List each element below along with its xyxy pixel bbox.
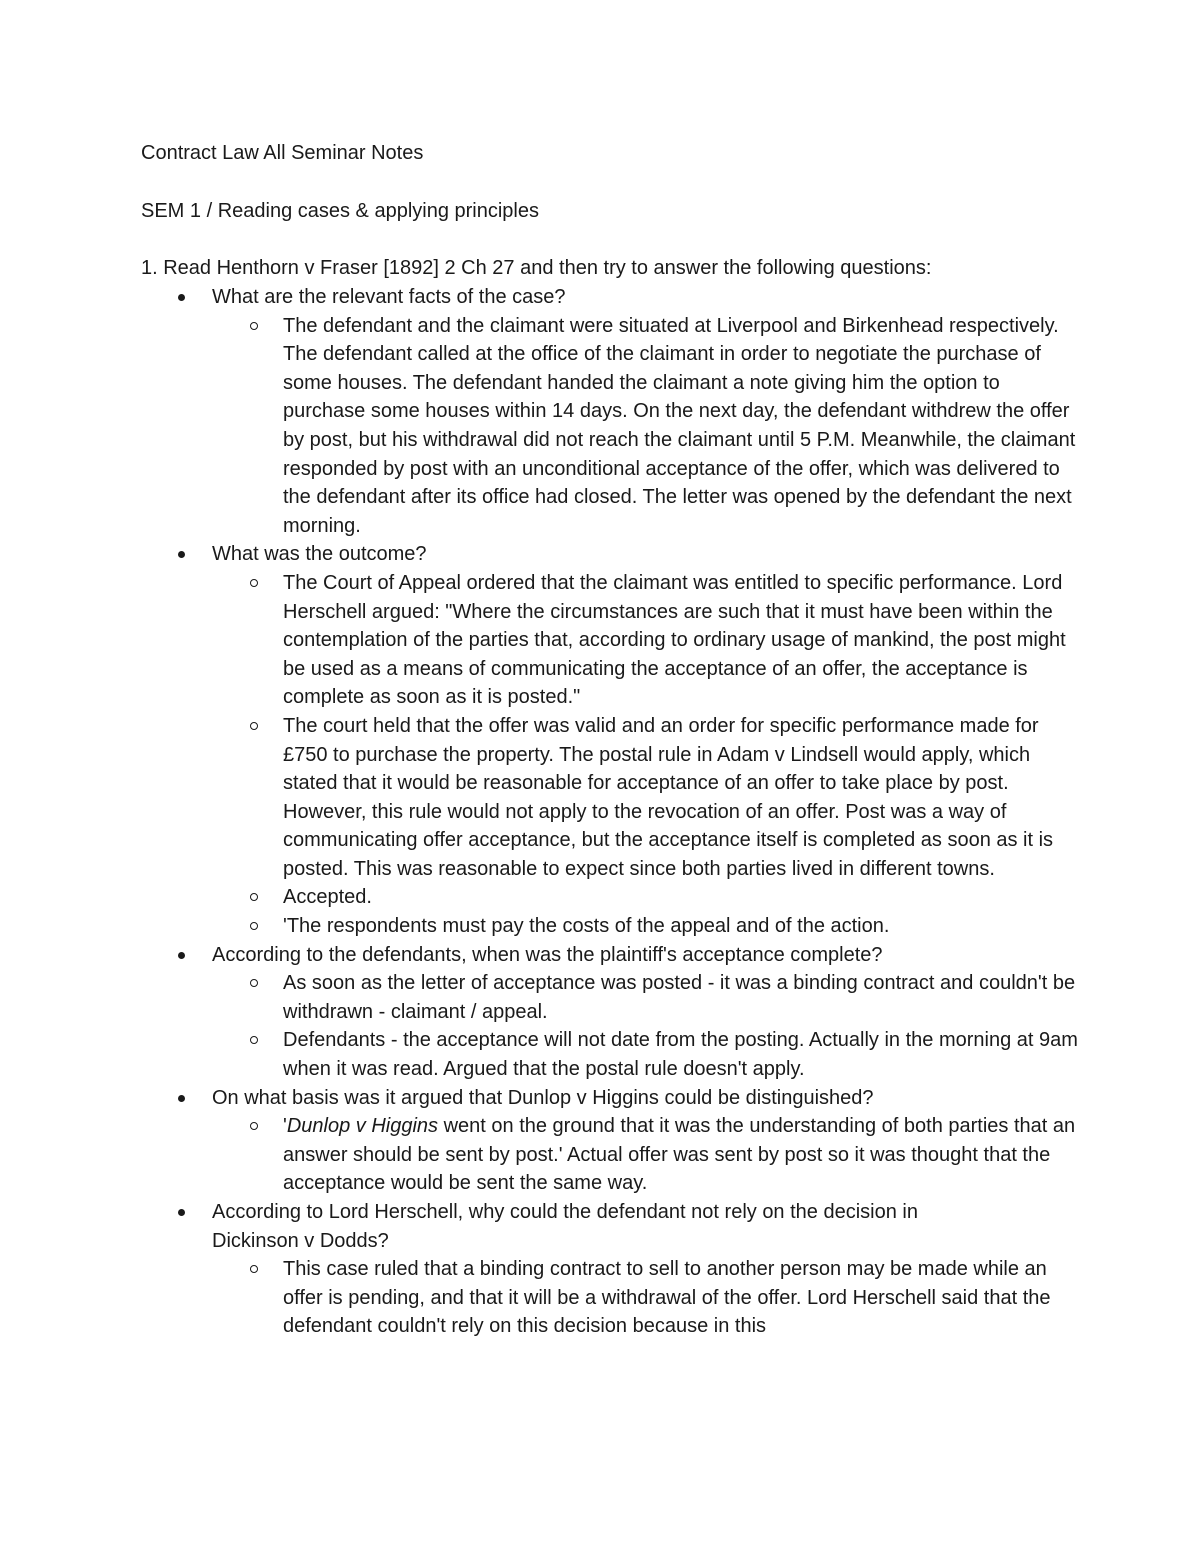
document-title: Contract Law All Seminar Notes bbox=[141, 142, 424, 164]
answer-item bbox=[0, 1112, 1083, 1198]
section-heading: SEM 1 / Reading cases & applying principles bbox=[141, 200, 539, 222]
answer-item: Defendants - the acceptance will not date from the posting. Actually in the morning at 9am when it was read. Argued that the postal rule doesn't apply. bbox=[0, 1026, 1083, 1083]
case-name-italic: Dunlop v Higgins bbox=[286, 1115, 439, 1138]
quote-mark: ' bbox=[283, 1115, 287, 1138]
answer-item: Accepted. bbox=[0, 883, 1083, 912]
answer-list bbox=[0, 569, 1200, 941]
answer-item: The defendant and the claimant were situated at Liverpool and Birkenhead respectively. The defendant called at the office of the claimant in order to negotiate the purchase of some houses. The defendant handed the claimant a note giving him the option to purchase some houses within 14 days. On the next day, the defendant withdrew the offer by post, but his withdrawal did not reach the claimant until 5 P.M. Meanwhile, the claimant responded by post with an unconditional acceptance of the offer, which was delivered to the defendant after its office had closed. The letter was opened by the defendant the next morning. bbox=[0, 312, 1083, 541]
question-text: What are the relevant facts of the case? bbox=[212, 286, 566, 308]
answer-item: The Court of Appeal ordered that the claimant was entitled to specific performance. Lord Herschell argued: "Where the circumstances are such that it must have been within the contemplation of the parties that, according to ordinary usage of mankind, the post might be used as a means of communicating the acceptance of an offer, the acceptance is complete as soon as it is posted." bbox=[0, 569, 1083, 712]
question-text: According to the defendants, when was the plaintiff's acceptance complete? bbox=[212, 943, 883, 966]
intro-question: 1. Read Henthorn v Fraser [1892] 2 Ch 27 and then try to answer the following questions: bbox=[141, 257, 932, 279]
answer-list bbox=[0, 969, 1200, 1083]
question-list bbox=[0, 283, 1200, 1341]
answer-text: went on the ground that it was the understanding of both parties that an answer should be sent by post.' Actual offer was sent by post so it was thought that the acceptance would be sent the same way. bbox=[283, 1115, 1076, 1195]
question-text: What was the outcome? bbox=[212, 543, 427, 566]
question-item bbox=[0, 540, 1066, 940]
question-item bbox=[0, 1084, 1076, 1198]
question-item bbox=[0, 283, 1076, 540]
answer-item: 'The respondents must pay the costs of the appeal and of the action. bbox=[0, 912, 1083, 941]
answer-item: The court held that the offer was valid and an order for specific performance made for £750 to purchase the property. The postal rule in Adam v Lindsell would apply, which stated that it would be reasonable for acceptance of an offer to take place by post. However, this rule would not apply to the revocation of an offer. Post was a way of communicating offer acceptance, but the acceptance itself is completed as soon as it is posted. This was reasonable to expect since both parties lived in different towns. bbox=[0, 712, 1083, 884]
answer-item: As soon as the letter of acceptance was posted - it was a binding contract and couldn't be withdrawn - claimant / appeal. bbox=[0, 969, 1083, 1026]
answer-list bbox=[0, 1255, 1200, 1341]
question-item bbox=[0, 941, 1078, 1084]
question-text: According to Lord Herschell, why could the defendant not rely on the decision in Dickinson v Dodds? bbox=[212, 1201, 918, 1252]
question-item bbox=[0, 1198, 1051, 1341]
answer-list bbox=[0, 1112, 1200, 1198]
answer-item: This case ruled that a binding contract to sell to another person may be made while an offer is pending, and that it will be a withdrawal of the offer. Lord Herschell said that the defendant couldn't rely on this decision because in this bbox=[0, 1255, 1083, 1341]
question-text: On what basis was it argued that Dunlop v Higgins could be distinguished? bbox=[212, 1086, 874, 1109]
answer-list bbox=[0, 312, 1200, 541]
